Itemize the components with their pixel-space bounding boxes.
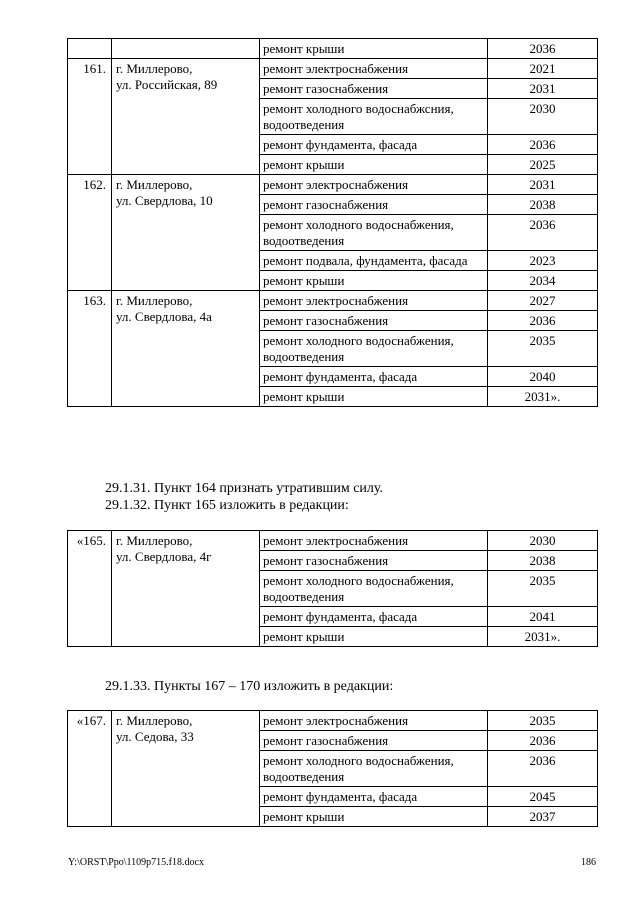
repair-work-cell: ремонт холодного водоснабжения, водоотведения [260,571,488,607]
repair-year-cell: 2038 [488,551,598,571]
repair-work-cell: ремонт фундамента, фасада [260,135,488,155]
item-number-cell: «165. [68,531,112,647]
repair-schedule-table [67,38,598,407]
repair-year-cell: 2031». [488,627,598,647]
repair-work-cell: ремонт электроснабжения [260,291,488,311]
repair-work-cell: ремонт холодного водоснабжения, водоотведения [260,331,488,367]
footer-page-number: 186 [581,857,596,868]
repair-year-cell: 2031». [488,387,598,407]
address-cell [112,531,260,647]
repair-year-cell: 2031 [488,175,598,195]
table-row [68,59,598,79]
repair-work-cell: ремонт электроснабжения [260,175,488,195]
address-street: ул. Свердлова, 10 [116,193,213,208]
item-167-table [67,710,598,827]
address-city: г. Миллерово, [116,61,193,76]
repair-year-cell: 2021 [488,59,598,79]
repair-work-cell: ремонт электроснабжения [260,711,488,731]
address-street: ул. Свердлова, 4г [116,549,212,564]
paragraph-item-29-1-33: 29.1.33. Пункты 167 – 170 изложить в редакции: [105,679,394,694]
repair-year-cell: 2030 [488,99,598,135]
address-cell [112,39,260,59]
address-city: г. Миллерово, [116,293,193,308]
repair-work-cell: ремонт крыши [260,387,488,407]
address-street: ул. Свердлова, 4а [116,309,212,324]
table-row [68,291,598,311]
repair-year-cell: 2023 [488,251,598,271]
repair-work-cell: ремонт электроснабжения [260,531,488,551]
repair-work-cell: ремонт подвала, фундамента, фасада [260,251,488,271]
repair-work-cell: ремонт крыши [260,155,488,175]
item-number-cell: «167. [68,711,112,827]
address-cell [112,59,260,175]
address-cell [112,175,260,291]
repair-year-cell: 2036 [488,135,598,155]
repair-year-cell: 2038 [488,195,598,215]
repair-year-cell: 2036 [488,215,598,251]
table-row [68,531,598,551]
repair-work-cell: ремонт крыши [260,271,488,291]
paragraph-item-29-1-31: 29.1.31. Пункт 164 признать утратившим силу. [105,481,383,496]
paragraph-item-29-1-32: 29.1.32. Пункт 165 изложить в редакции: [105,498,349,513]
repair-year-cell: 2041 [488,607,598,627]
repair-year-cell: 2036 [488,311,598,331]
address-city: г. Миллерово, [116,177,193,192]
address-cell [112,291,260,407]
repair-work-cell: ремонт фундамента, фасада [260,607,488,627]
repair-work-cell: ремонт фундамента, фасада [260,367,488,387]
item-number-cell [68,39,112,59]
repair-year-cell: 2027 [488,291,598,311]
table-row [68,711,598,731]
table-row [68,39,598,59]
address-city: г. Миллерово, [116,713,193,728]
repair-year-cell: 2025 [488,155,598,175]
repair-work-cell: ремонт холодного водоснабжсния, водоотведения [260,99,488,135]
repair-work-cell: ремонт крыши [260,627,488,647]
item-number-cell: 161. [68,59,112,175]
item-number-cell: 162. [68,175,112,291]
repair-year-cell: 2035 [488,331,598,367]
table-row [68,175,598,195]
item-number-cell: 163. [68,291,112,407]
repair-work-cell: ремонт фундамента, фасада [260,787,488,807]
repair-work-cell: ремонт холодного водоснабжения, водоотведения [260,751,488,787]
repair-year-cell: 2040 [488,367,598,387]
repair-work-cell: ремонт электроснабжения [260,59,488,79]
item-165-table [67,530,598,647]
repair-work-cell: ремонт газоснабжения [260,731,488,751]
repair-work-cell: ремонт холодного водоснабжения, водоотведения [260,215,488,251]
repair-year-cell: 2035 [488,711,598,731]
repair-year-cell: 2037 [488,807,598,827]
footer-file-path: Y:\ORST\Ppo\1109p715.f18.docx [68,857,204,868]
address-street: ул. Российская, 89 [116,77,218,92]
repair-year-cell: 2035 [488,571,598,607]
repair-year-cell: 2030 [488,531,598,551]
repair-year-cell: 2036 [488,39,598,59]
repair-work-cell: ремонт газоснабжения [260,551,488,571]
address-street: ул. Седова, 33 [116,729,194,744]
repair-year-cell: 2036 [488,751,598,787]
repair-work-cell: ремонт крыши [260,39,488,59]
repair-year-cell: 2034 [488,271,598,291]
repair-work-cell: ремонт крыши [260,807,488,827]
address-cell [112,711,260,827]
address-city: г. Миллерово, [116,533,193,548]
repair-work-cell: ремонт газоснабжения [260,195,488,215]
repair-work-cell: ремонт газоснабжения [260,311,488,331]
repair-year-cell: 2031 [488,79,598,99]
repair-year-cell: 2045 [488,787,598,807]
repair-year-cell: 2036 [488,731,598,751]
repair-work-cell: ремонт газоснабжения [260,79,488,99]
